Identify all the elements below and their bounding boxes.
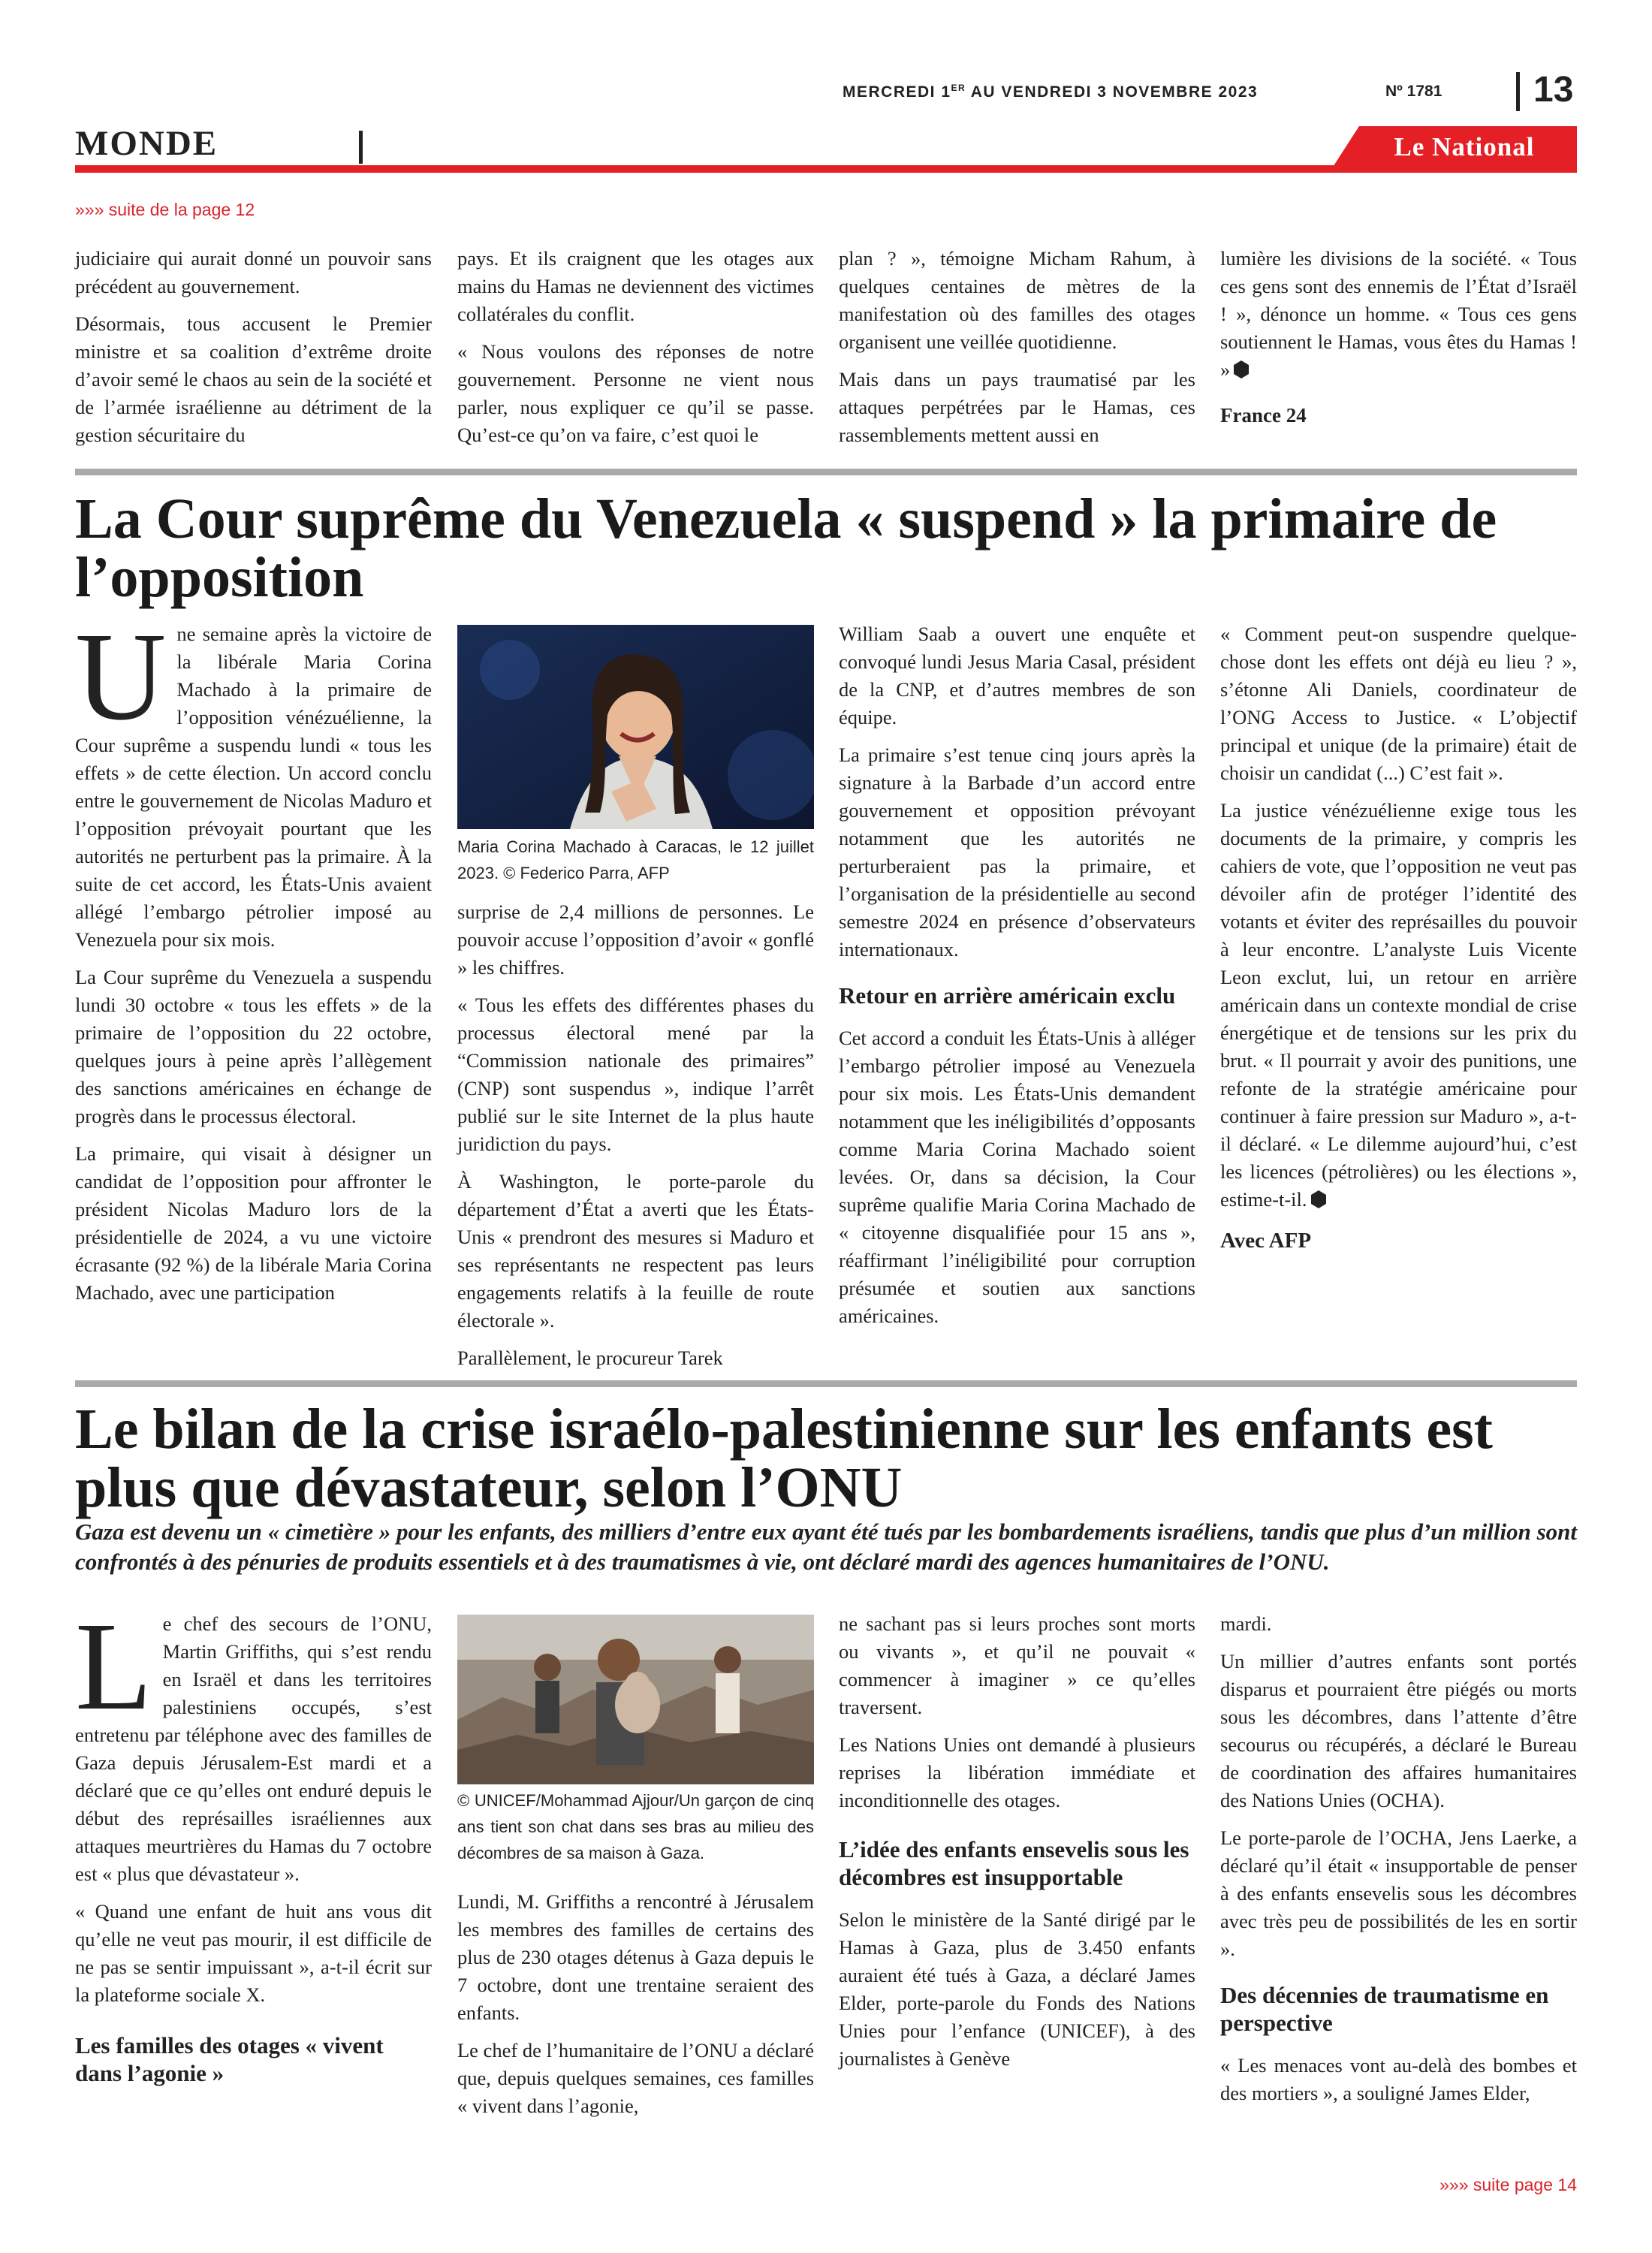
continued-column-4: lumière les divisions de la société. « Tous ces gens sont des ennemis de l’État d’Israël ! », dénonce un homme. « Tous ces gens soutiennent le Hamas, vous êtes du Hamas ! » France 24: [1220, 245, 1577, 430]
end-of-article-icon: [1309, 1190, 1328, 1209]
continued-column-1: judiciaire qui aurait donné un pouvoir sans précédent au gouvernement. Désormais, tous accusent le Premier ministre et sa coalition d’extrême droite d’avoir semé le chaos au sein de la société et de l’armée israélienne au détriment de la gestion sécuritaire du: [75, 247, 432, 446]
header-divider: [1516, 72, 1520, 111]
section-divider: [359, 131, 363, 164]
article2-column-2: Lundi, M. Griffiths a rencontré à Jérusalem les membres des familles de certains des plus de 230 otages détenus à Gaza depuis le 7 octobre, dont une trentaine seraient des enfants. Le chef de l’humanitaire de l’ONU a déclaré que, depuis quelques semaines, ces familles « vivent dans l’agonie,: [457, 1890, 814, 2117]
article2-column-4: mardi. Un millier d’autres enfants sont portés disparus et pourraient être piégés ou morts sous les décombres, dans l’attente d’être secourus ou récupérés, a déclaré le Bureau de coordination des affaires humanitaires des Nations Unies (OCHA). Le porte-parole de l’OCHA, Jens Laerke, a déclaré qu’il était « insupportable de penser à des enfants ensevelis sous les décombres avec très peu de possibilités de les en sortir ». Des décennies de traumatisme en perspective « Les menaces vont au-delà des bombes et des mortiers », a souligné James Elder,: [1220, 1612, 1577, 2104]
article1-column-3: William Saab a ouvert une enquête et convoqué lundi Jesus Maria Casal, président de la CNP, et d’autres membres de son équipe. La primaire s’est tenue cinq jours après la signature à la Barbade d’un accord entre gouvernement et opposition prévoyant notamment que les autorités ne perturberaient pas la primaire, et l’organisation de la présidentielle au second semestre 2024 en présence d’observateurs internationaux. Retour en arrière américain exclu Cet accord a conduit les États-Unis à alléger l’embargo pétrolier imposé au Venezuela pour six mois. Les États-Unis demandent notamment que les inéligibilités d’opposants comme Maria Corina Machado soient levées. Or, dans sa décision, la Cour suprême qualifie Maria Corina Machado de « citoyenne disqualifiée pour 15 ans », réaffirmant l’inéligibilité pour corruption présumée et soutien aux sanctions américaines.: [839, 623, 1195, 1327]
article1-column-2: surprise de 2,4 millions de personnes. Le pouvoir accuse l’opposition d’avoir « gonflé » les chiffres. « Tous les effets des différentes phases du processus électoral mené par la “Commission nationale des primaires” (CNP) sont suspendus », indique l’arrêt publié sur le site Internet de la plus haute juridiction du pays. À Washington, le porte-parole du département d’État a averti que les États-Unis « prendront des mesures si Maduro et ses représentants ne respectent pas leurs engagements relatifs à la feuille de route électorale ». Parallèlement, le procureur Tarek: [457, 900, 814, 1369]
source-credit: Avec AFP: [1220, 1229, 1312, 1253]
continued-from-link[interactable]: »»» suite de la page 12: [75, 200, 255, 219]
photo-gaza-child: [457, 1615, 814, 1784]
section-title: MONDE: [75, 124, 219, 163]
source-credit: France 24: [1220, 404, 1307, 427]
subheading: Des décennies de traumatisme en perspective: [1220, 1982, 1549, 2036]
article2-column-1: Le chef des secours de l’ONU, Martin Griffiths, qui s’est rendu en Israël et dans les territoires palestiniens occupés, s’est entretenu par téléphone avec des familles de Gaza depuis Jérusalem-Est mardi et a déclaré que ce qu’elles ont enduré depuis le début des représailles israéliennes aux attaques meurtrières du Hamas du 7 octobre est « plus que dévastateur ». « Quand une enfant de huit ans vous dit qu’elle ne veut pas mourir, il est difficile de ne pas se sentir impuissant », a-t-il écrit sur la plateforme sociale X. Les familles des otages « vivent dans l’agonie »: [75, 1597, 432, 2086]
drop-cap: U: [75, 607, 167, 746]
end-of-article-icon: [1231, 360, 1251, 379]
article1-column-4: « Comment peut-on suspendre quelque-chose dont les effets ont déjà eu lieu ? », s’étonne Ali Daniels, coordinateur de l’ONG Access to Justice. « L’objectif principal et unique (de la primaire) était de choisir un candidat (...) C’est fait ». La justice vénézuélienne exige tous les documents de la primaire, y compris les cahiers de vote, que l’opposition ne veut pas dévoiler afin de protéger l’identité des votants et éviter des représailles du pouvoir à leur encontre. L’analyste Luis Vicente Leon exclut, lui, un retour en arrière américain dans un contexte mondial de crise énergétique et de tensions sur les prix du brut. « Il pourrait y avoir des punitions, une refonte de la stratégie américaine pour continuer à faire pression sur Maduro », a-t-il déclaré. « Le dilemme aujourd’hui, c’est les licences (pétrolières) ou les élections », estime-t-il. Avec AFP: [1220, 620, 1577, 1255]
article-lead: Gaza est devenu un « cimetière » pour les enfants, des milliers d’entre eux ayant été tués par les bombardements israéliens, tandis que plus d’un million sont confrontés à des pénuries de produits essentiels et à des traumatismes à vie, ont déclaré mardi des agences humanitaires de l’ONU.: [75, 1519, 1577, 1575]
issue-number: Nº 1781: [1385, 83, 1442, 100]
photo-caption: © UNICEF/Mohammad Ajjour/Un garçon de cinq ans tient son chat dans ses bras au milieu des décombres de sa maison à Gaza.: [457, 1791, 814, 1862]
continued-column-2: pays. Et ils craignent que les otages aux mains du Hamas ne deviennent des victimes collatérales du conflit. « Nous voulons des réponses de notre gouvernement. Personne ne vient nous parler, nous expliquer ce qu’il se passe. Qu’est-ce qu’on va faire, c’est quoi le: [457, 247, 814, 446]
brand-name: Le National: [1394, 132, 1535, 161]
subheading: Les familles des otages « vivent dans l’agonie »: [75, 2032, 384, 2086]
continued-column-3: plan ? », témoigne Micham Rahum, à quelques centaines de mètres de la manifestation où des familles des otages organisent une veillée quotidienne. Mais dans un pays traumatisé par les attaques perpétrées par le Hamas, ces rassemblements mettent aussi en: [839, 247, 1195, 446]
article-title: La Cour suprême du Venezuela « suspend » la primaire de l’opposition: [75, 487, 1497, 609]
subheading: L’idée des enfants ensevelis sous les décombres est insupportable: [839, 1836, 1189, 1890]
drop-cap: L: [75, 1597, 152, 1736]
issue-date: MERCREDI 1ER AU VENDREDI 3 NOVEMBRE 2023: [843, 83, 1259, 101]
subheading: Retour en arrière américain exclu: [839, 982, 1176, 1009]
article1-column-1: Une semaine après la victoire de la libérale Maria Corina Machado à la primaire de l’opposition vénézuélienne, la Cour suprême a suspendu lundi « tous les effets » de cette élection. Un accord conclu entre le gouvernement de Nicolas Maduro et l’opposition prévoyait pourtant que les autorités ne perturbent pas la primaire. À la suite de cet accord, les États-Unis avaient allégé l’embargo pétrolier imposé au Venezuela pour six mois. La Cour suprême du Venezuela a suspendu lundi 30 octobre « tous les effets » de la primaire de l’opposition du 22 octobre, quelques jours à peine après l’allègement des sanctions américaines en échange de progrès dans le processus électoral. La primaire, qui visait à désigner un candidat de l’opposition pour affronter le président Nicolas Maduro lors de la présidentielle de 2024, a vu une victoire écrasante (92 %) de la libérale Maria Corina Machado, avec une participation: [75, 607, 432, 1304]
continued-on-link[interactable]: »»» suite page 14: [1439, 2175, 1577, 2194]
photo-machado: [457, 625, 814, 829]
article-divider: [75, 469, 1577, 475]
article-divider: [75, 1380, 1577, 1387]
page-number: 13: [1533, 70, 1574, 110]
article2-column-3: ne sachant pas si leurs proches sont morts ou vivants », et qu’il ne pouvait « commencer à imaginer » ce qu’elles traversent. Les Nations Unies ont demandé à plusieurs reprises la libération immédiate et inconditionnelle des otages. L’idée des enfants ensevelis sous les décombres est insupportable Selon le ministère de la Santé dirigé par le Hamas à Gaza, plus de 3.450 enfants auraient été tués à Gaza, a déclaré James Elder, porte-parole du Fonds des Nations Unies pour l’enfance (UNICEF), à des journalistes à Genève: [839, 1612, 1195, 2070]
article-title: Le bilan de la crise israélo-palestinienne sur les enfants est plus que dévastateur, selon l’ONU: [75, 1398, 1493, 1519]
photo-caption: Maria Corina Machado à Caracas, le 12 juillet 2023. © Federico Parra, AFP: [457, 837, 814, 882]
